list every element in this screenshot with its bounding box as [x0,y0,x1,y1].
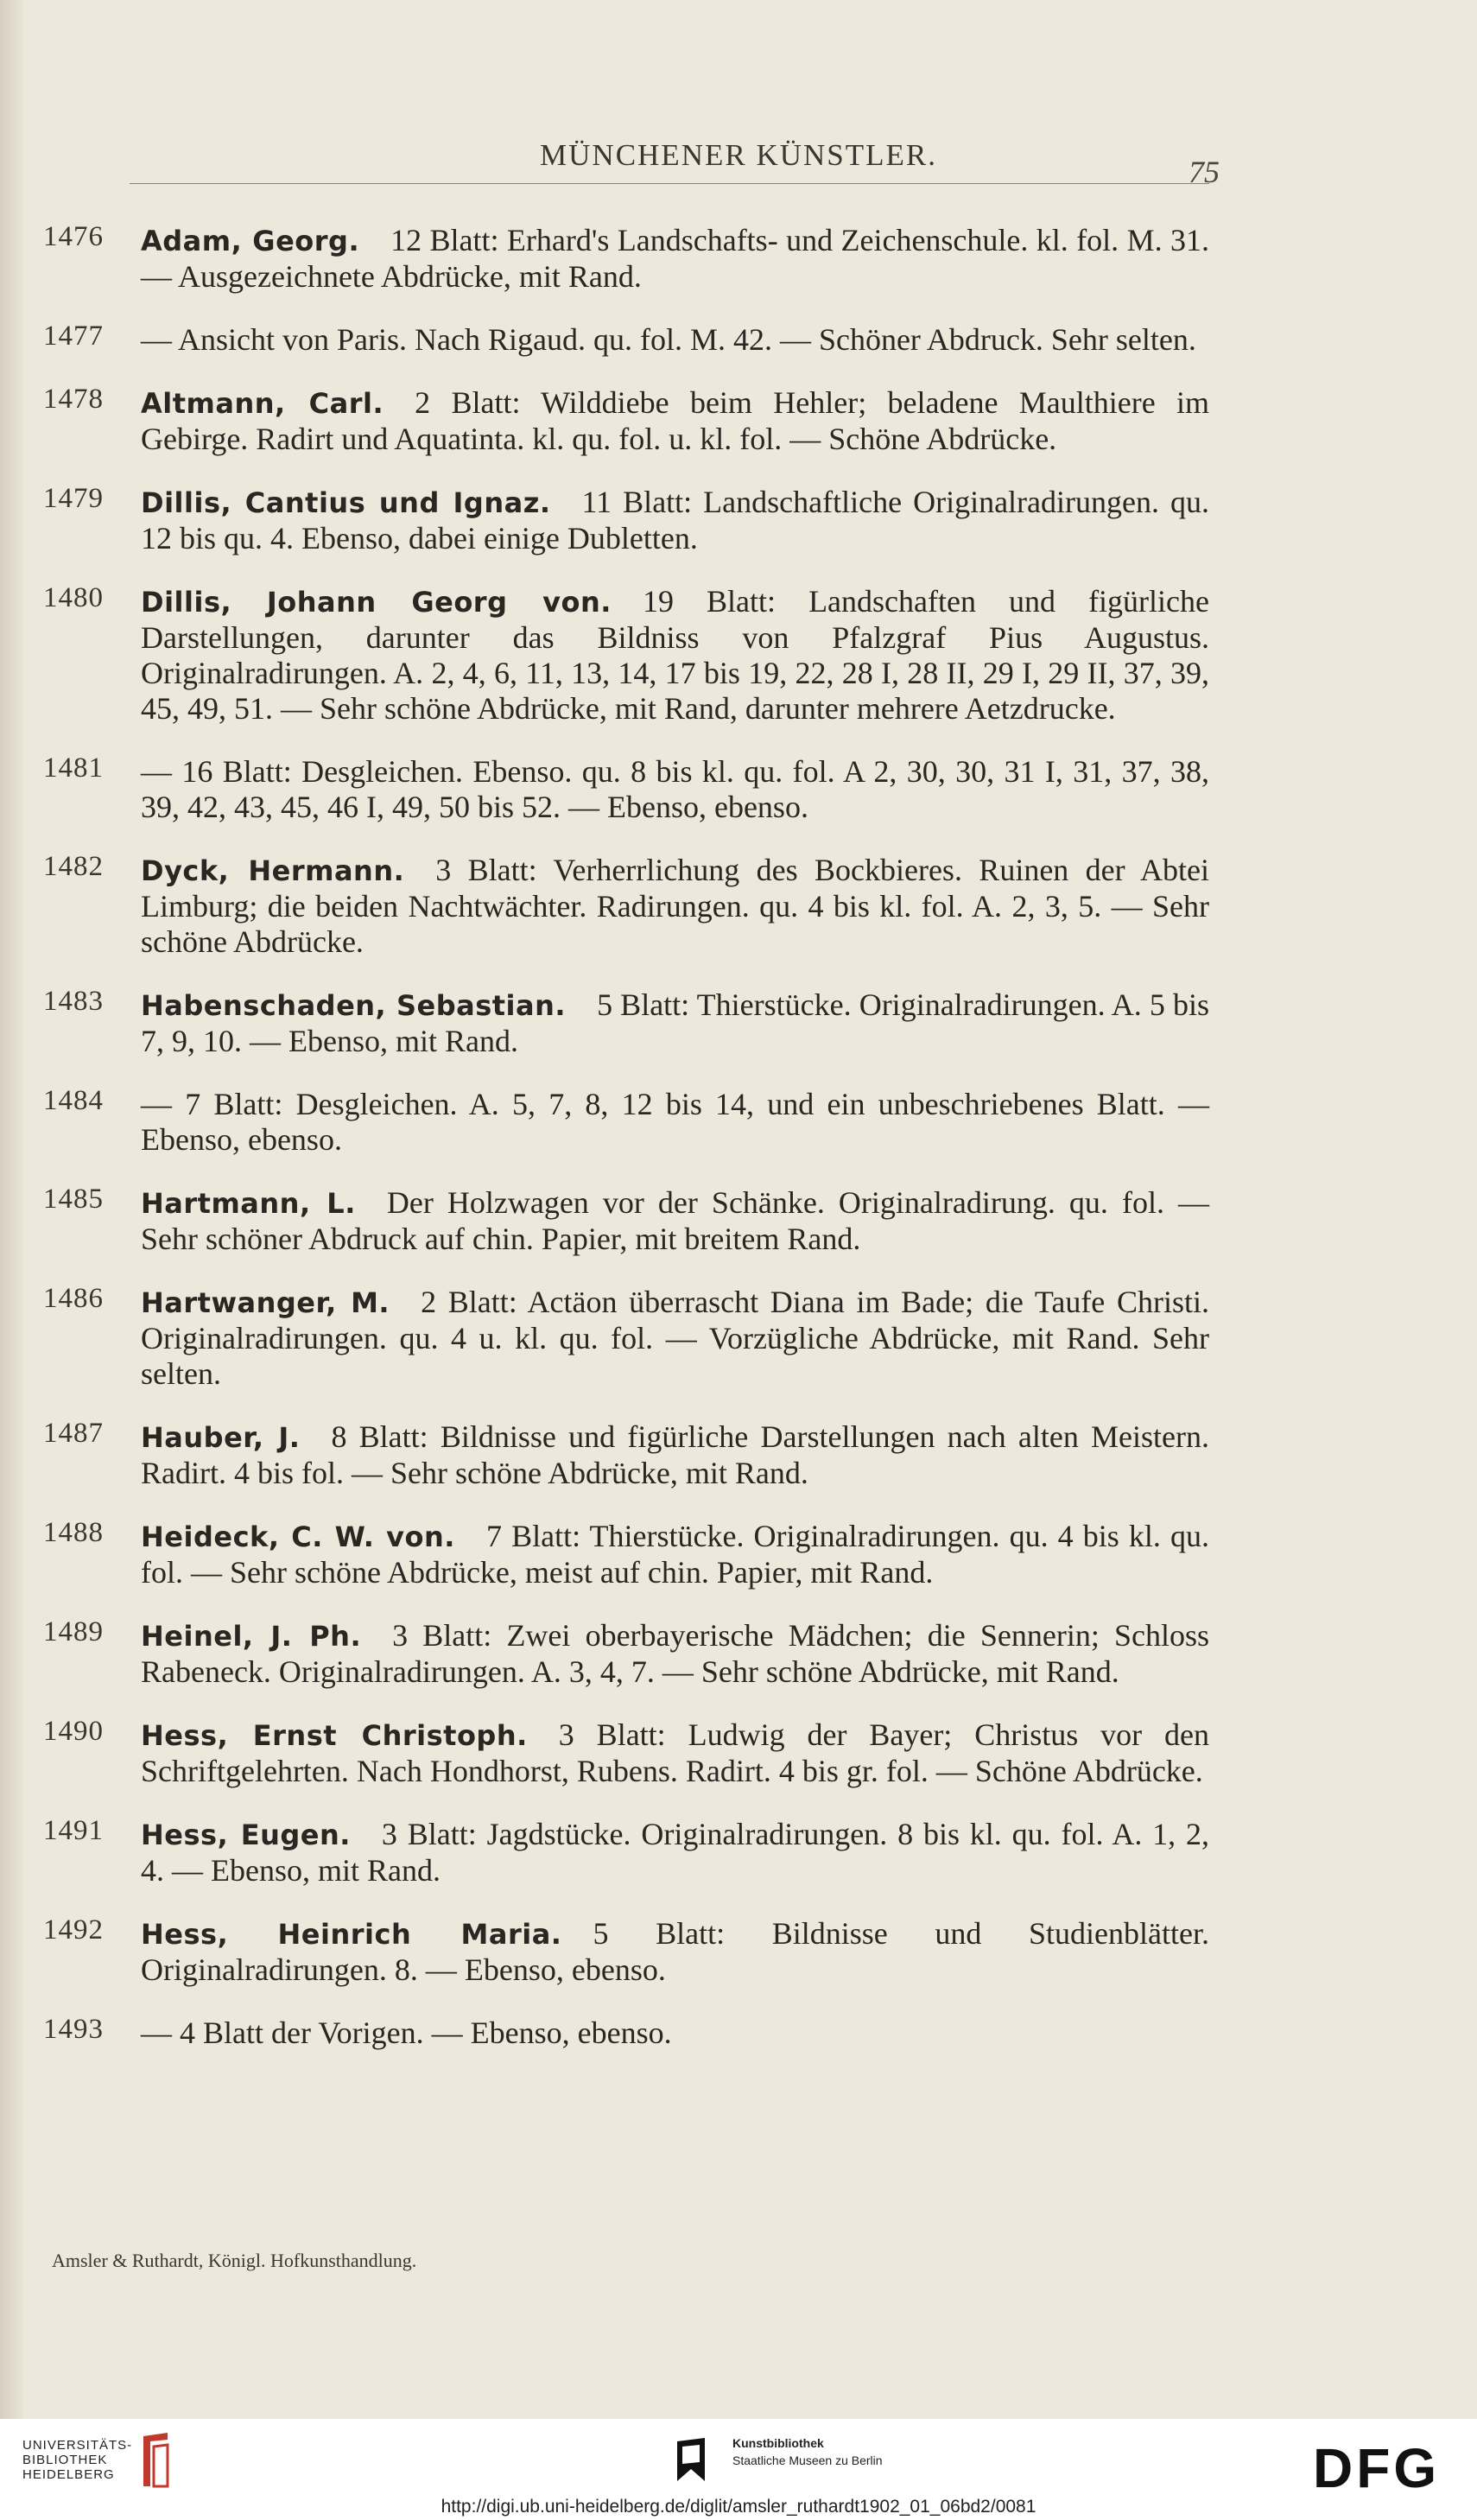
ub-heidelberg-mark-icon [136,2429,174,2491]
artist-name: Adam, Georg. [141,225,360,257]
catalogue-entry [43,1418,1210,1491]
catalogue-entry [43,1517,1209,1590]
catalogue-entry [43,2014,1209,2051]
entry-number: 1492 [43,1914,104,1946]
running-title: MÜNCHENER KÜNSTLER. [540,138,937,172]
catalogue-entry [43,1184,1210,1257]
artist-name: Hauber, J. [141,1421,301,1454]
publisher-footer: Amsler & Ruthardt, Königl. Hofkunsthandlung. [52,2250,417,2271]
header-rule [130,183,1209,184]
catalogue-entry [43,1716,1210,1789]
ub-heidelberg-logo[interactable] [22,2438,132,2482]
ub-logo-line2: BIBLIOTHEK [22,2453,108,2467]
entry-number: 1493 [43,2014,104,2045]
entry-number: 1491 [43,1815,104,1846]
catalogue-entry [43,1815,1209,1888]
artist-name: Heideck, C. W. von. [141,1520,455,1553]
entry-number: 1480 [43,582,104,613]
ub-logo-line3: HEIDELBERG [22,2467,115,2482]
artist-name: Hartwanger, M. [141,1286,390,1319]
artist-name: Dyck, Hermann. [141,854,405,887]
page-gutter [0,0,24,2419]
entry-description: 2 Blatt: Actäon überrascht Diana im Bade; die Taufe Christi. Originalradirungen. qu. 4 u. kl. qu. fol. — Vorzügliche Abdrücke, mit Rand. Sehr selten. [141,1285,1209,1391]
artist-name: Dillis, Cantius und Ignaz. [141,486,551,519]
catalogue-entry [43,851,1209,960]
artist-name: Hess, Heinrich Maria. [141,1918,562,1951]
artist-name: Hartmann, L. [141,1187,356,1220]
catalogue-entry [43,483,1209,556]
entry-number: 1487 [43,1418,104,1449]
artist-name: Hess, Eugen. [141,1819,351,1851]
entry-description: — Ansicht von Paris. Nach Rigaud. qu. fol. M. 42. — Schöner Abdruck. Sehr selten. [141,322,1196,357]
page-number: 75 [1189,155,1220,189]
ub-logo-line1: UNIVERSITÄTS- [22,2438,133,2453]
entry-description: 2 Blatt: Wilddiebe beim Hehler; beladene Maulthiere im Gebirge. Radirt und Aquatinta. kl. qu. fol. u. kl. fol. — Schöne Abdrücke. [141,385,1210,456]
artist-name: Dillis, Johann Georg von. [141,586,612,619]
artist-name: Altmann, Carl. [141,387,384,420]
artist-name: Habenschaden, Sebastian. [141,989,567,1022]
entry-description: 19 Blatt: Landschaften und figürliche Darstellungen, darunter das Bildniss von Pfalzgraf Pius Augustus. Originalradirungen. A. 2, 4, 6, 11, 13, 14, 17 bis 19, 22, 28 I, 28 II, 29 I, 29 II, 37, 39, 45, 49, 51. — Sehr schöne Abdrücke, mit Rand, darunter mehrere Aetzdrucke. [141,584,1210,726]
catalogue-entry [43,752,1209,825]
entry-number: 1483 [43,986,104,1017]
permalink-url[interactable]: http://digi.ub.uni-heidelberg.de/diglit/amsler_ruthardt1902_01_06bd2/0081 [441,2497,1036,2517]
kb-title: Kunstbibliothek [732,2436,824,2450]
entry-description: — 7 Blatt: Desgleichen. A. 5, 7, 8, 12 bis 14, und ein unbeschriebenes Blatt. — Ebenso, ebenso. [141,1087,1209,1157]
catalogue-entry [43,1283,1209,1392]
catalogue-entry [43,321,1209,358]
entry-description: 12 Blatt: Erhard's Landschafts- und Zeichenschule. kl. fol. M. 31. — Ausgezeichnete Abdrücke, mit Rand. [141,223,1209,294]
entry-description: 3 Blatt: Jagdstücke. Originalradirungen. 8 bis kl. qu. fol. A. 1, 2, 4. — Ebenso, mit Rand. [141,1817,1209,1888]
artist-name: Hess, Ernst Christoph. [141,1719,528,1752]
entry-number: 1484 [43,1085,104,1116]
catalogue-entry [43,1616,1209,1690]
catalogue-entry [43,1085,1209,1158]
kunstbibliothek-mark-icon [675,2436,707,2483]
entry-number: 1482 [43,851,104,882]
catalogue-entry [43,1914,1210,1988]
entry-number: 1485 [43,1184,104,1215]
entry-number: 1490 [43,1716,104,1747]
entry-description: 3 Blatt: Ludwig der Bayer; Christus vor den Schriftgelehrten. Nach Hondhorst, Rubens. Radirt. 4 bis gr. fol. — Schöne Abdrücke. [141,1717,1210,1788]
entry-description: Der Holzwagen vor der Schänke. Originalradirung. qu. fol. — Sehr schöner Abdruck auf chin. Papier, mit breitem Rand. [141,1185,1210,1256]
catalogue-entry [43,582,1210,727]
entry-number: 1476 [43,221,104,252]
entry-number: 1481 [43,752,104,784]
artist-name: Heinel, J. Ph. [141,1620,362,1653]
kb-subtitle: Staatliche Museen zu Berlin [732,2453,883,2467]
catalogue-entry [43,221,1209,295]
entry-description: 5 Blatt: Thierstücke. Originalradirungen. A. 5 bis 7, 9, 10. — Ebenso, mit Rand. [141,987,1209,1058]
kunstbibliothek-logo[interactable] [732,2434,883,2469]
catalogue-entry [43,986,1209,1059]
catalogue-entry [43,384,1210,457]
entry-description: 11 Blatt: Landschaftliche Originalradirungen. qu. 12 bis qu. 4. Ebenso, dabei einige Dubletten. [141,485,1209,555]
entry-description: 5 Blatt: Bildnisse und Studienblätter. Originalradirungen. 8. — Ebenso, ebenso. [141,1916,1210,1987]
entry-description: 3 Blatt: Zwei oberbayerische Mädchen; die Sennerin; Schloss Rabeneck. Originalradirungen. A. 3, 4, 7. — Sehr schöne Abdrücke, mit Rand. [141,1618,1209,1689]
entry-description: 8 Blatt: Bildnisse und figürliche Darstellungen nach alten Meistern. Radirt. 4 bis fol. — Sehr schöne Abdrücke, mit Rand. [141,1419,1210,1490]
entry-description: 7 Blatt: Thierstücke. Originalradirungen. qu. 4 bis kl. qu. fol. — Sehr schöne Abdrücke, meist auf chin. Papier, mit Rand. [141,1519,1209,1590]
entry-description: 3 Blatt: Verherrlichung des Bockbieres. Ruinen der Abtei Limburg; die beiden Nachtwächter. Radirungen. qu. 4 bis kl. fol. A. 2, 3, 5. — Sehr schöne Abdrücke. [141,853,1209,959]
entry-number: 1477 [43,321,104,352]
dfg-logo[interactable]: DFG [1313,2437,1441,2499]
entry-number: 1479 [43,483,104,514]
entry-number: 1478 [43,384,104,415]
entry-description: — 16 Blatt: Desgleichen. Ebenso. qu. 8 bis kl. qu. fol. A 2, 30, 30, 31 I, 31, 37, 38, 39, 42, 43, 45, 46 I, 49, 50 bis 52. — Ebenso, ebenso. [141,754,1209,824]
entry-number: 1486 [43,1283,104,1314]
catalogue-entries [43,221,1210,2079]
entry-number: 1489 [43,1616,104,1647]
entry-description: — 4 Blatt der Vorigen. — Ebenso, ebenso. [141,2015,672,2050]
entry-number: 1488 [43,1517,104,1548]
